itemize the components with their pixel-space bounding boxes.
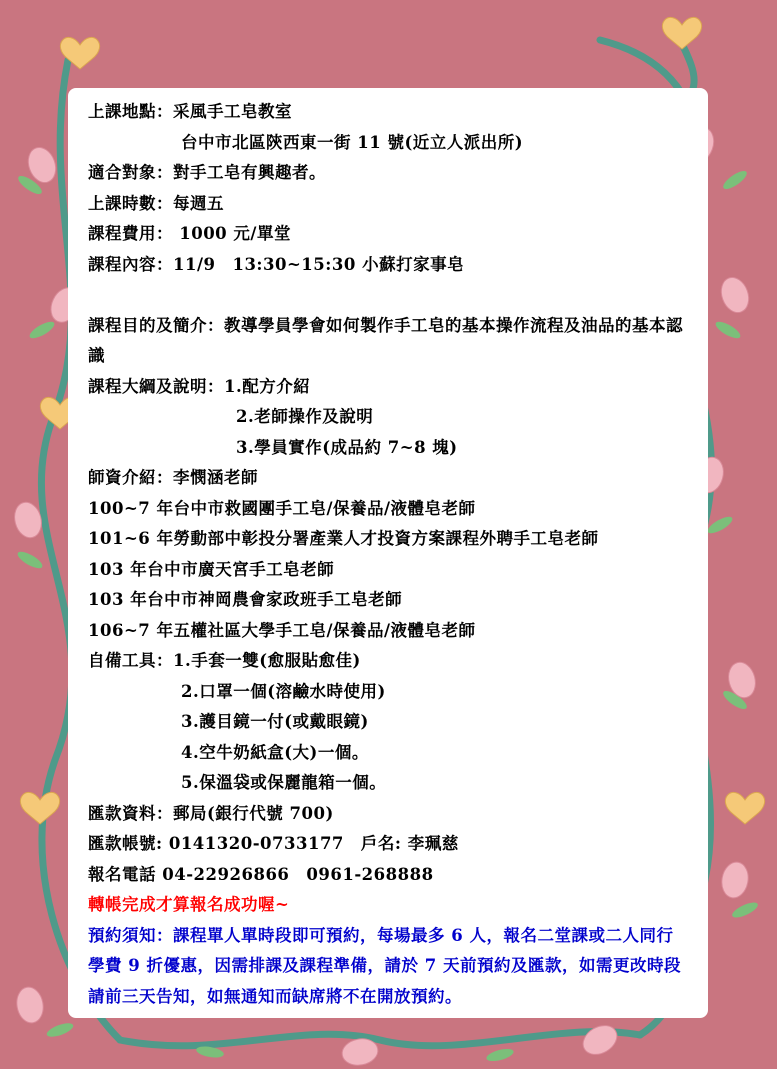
outline-item-3: 3.學員實作(成品約 7~8 塊): [236, 437, 458, 457]
outline-item-2: 2.老師操作及說明: [236, 407, 374, 426]
location-label-line: 上課地點：采風手工皂教室: [88, 102, 292, 121]
booking-notice: 預約須知：課程單人單時段即可預約，每場最多 6 人，報名二堂課或二人同行學費 9 折優惠，因需排課及課程準備，請於 7 天前預約及匯款，如需更改時段請前三天告知，如無通知而缺席將不在開放預約。: [88, 925, 681, 1006]
signup-phone: 報名電話 04-22926866 0961-268888: [88, 864, 434, 884]
payment-account: 匯款帳號: 0141320-0733177 戶名: 李珮慈: [88, 834, 459, 853]
teacher-exp-3: 103 年台中市廣天宮手工皂老師: [88, 559, 335, 579]
tools-item-3: 3.護目鏡一付(或戴眼鏡): [181, 712, 369, 731]
outline-item-1: 課程大綱及說明：1.配方介紹: [88, 376, 311, 396]
tools-item-2: 2.口罩一個(溶鹼水時使用): [181, 681, 386, 701]
teacher-exp-4: 103 年台中市神岡農會家政班手工皂老師: [88, 590, 403, 609]
payment-confirm-notice: 轉帳完成才算報名成功喔~: [88, 895, 290, 914]
teacher-exp-1: 100~7 年台中市救國團手工皂/保養品/液體皂老師: [88, 498, 476, 518]
class-fee: 課程費用： 1000 元/單堂: [88, 224, 291, 243]
payment-bank: 匯款資料：郵局(銀行代號 700): [88, 803, 334, 823]
teacher-exp-5: 106~7 年五權社區大學手工皂/保養品/液體皂老師: [88, 620, 476, 640]
target-audience: 適合對象：對手工皂有興趣者。: [88, 163, 326, 182]
tools-item-4: 4.空牛奶紙盒(大)一個。: [181, 742, 369, 762]
teacher-intro: 師資介紹：李憫涵老師: [88, 468, 258, 487]
address-line: 台中市北區陝西東一街 11 號(近立人派出所): [181, 132, 524, 152]
class-schedule: 上課時數：每週五: [88, 193, 224, 213]
class-info: [88, 97, 688, 1012]
teacher-exp-2: 101~6 年勞動部中彰投分署產業人才投資方案課程外聘手工皂老師: [88, 529, 599, 548]
class-purpose: 課程目的及簡介：教導學員學會如何製作手工皂的基本操作流程及油品的基本認識: [88, 315, 683, 365]
class-content: 課程內容：11/9 13:30~15:30 小蘇打家事皂: [88, 254, 465, 274]
tools-item-1: 自備工具：1.手套一雙(愈服貼愈佳): [88, 651, 361, 670]
tools-item-5: 5.保溫袋或保麗龍箱一個。: [181, 773, 387, 792]
